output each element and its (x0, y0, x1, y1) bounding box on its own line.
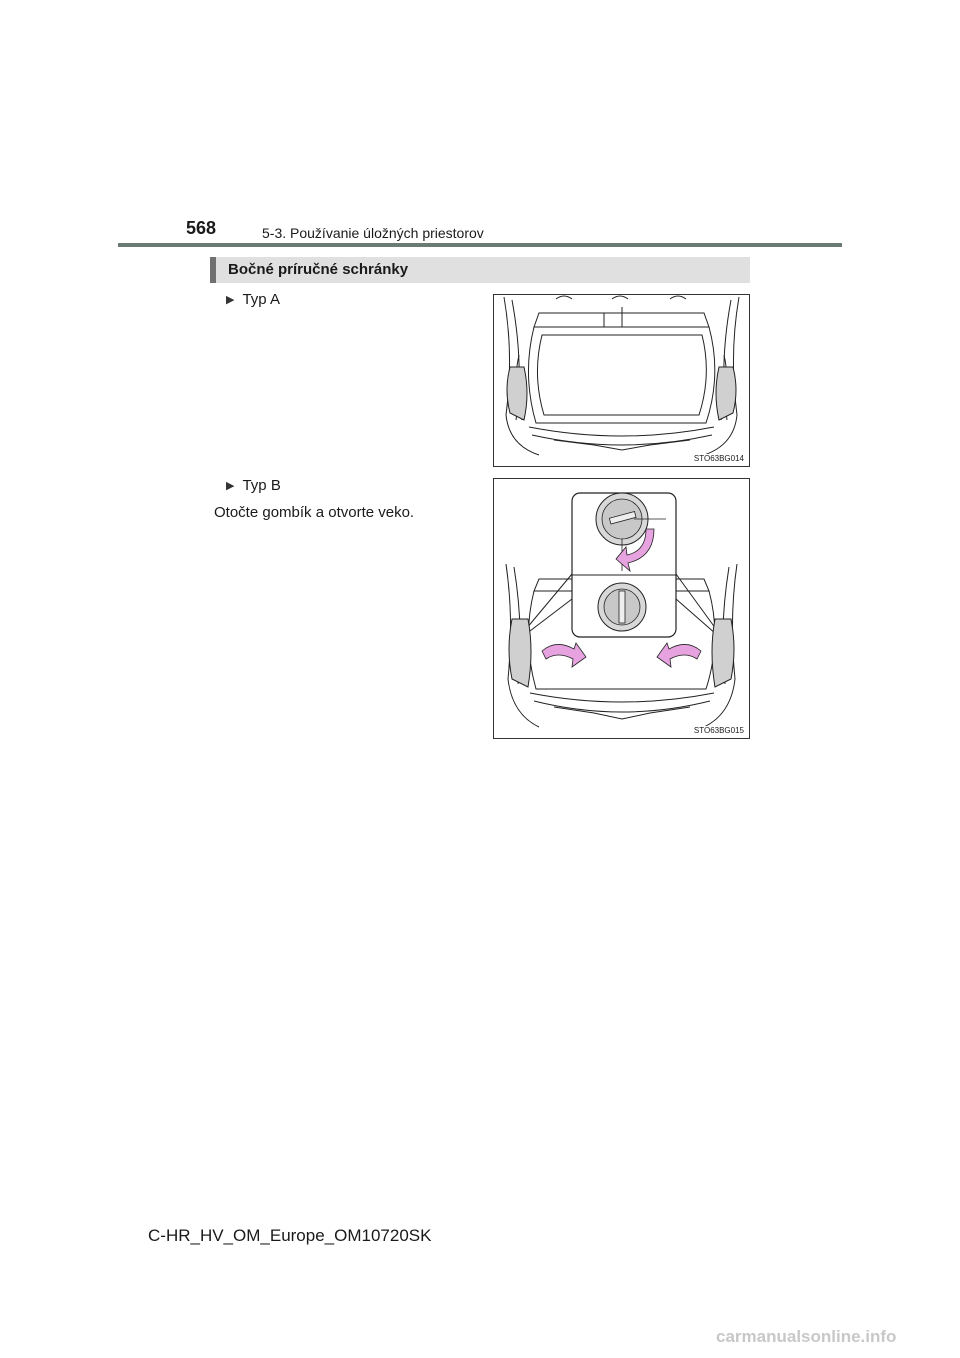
figure-b-code: STO63BG015 (693, 726, 744, 735)
trunk-illustration-a (494, 295, 749, 466)
page-number: 568 (186, 218, 217, 238)
triangle-right-icon: ▶ (226, 294, 235, 306)
figure-type-b (493, 478, 750, 739)
figure-type-a (493, 294, 750, 467)
trunk-illustration-b (494, 479, 749, 738)
section-title: 5-3. Používanie úložných priestorov (262, 225, 484, 241)
section-heading: Bočné príručné schránky (228, 261, 409, 278)
heading-bar (210, 257, 750, 283)
type-b-label: Typ B (242, 477, 281, 494)
type-a-label: Typ A (242, 291, 280, 308)
watermark[interactable]: carmanualsonline.info (716, 1327, 897, 1346)
header-divider (118, 243, 842, 247)
type-b-instruction: Otočte gombík a otvorte veko. (214, 504, 415, 521)
type-a-bullet (226, 291, 280, 308)
document-footer: C-HR_HV_OM_Europe_OM10720SK (148, 1226, 432, 1245)
open-arrow-left-icon (542, 643, 586, 667)
type-b-bullet (226, 477, 281, 494)
figure-a-code: STO63BG014 (693, 454, 744, 463)
open-arrow-right-icon (657, 643, 701, 667)
triangle-right-icon: ▶ (226, 480, 235, 492)
